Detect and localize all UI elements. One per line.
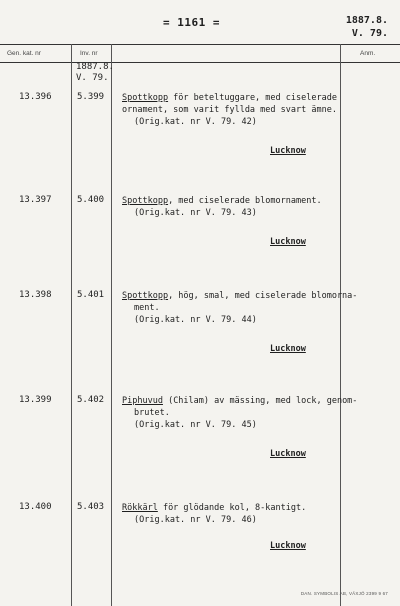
corner-reference — [346, 14, 388, 40]
description-line3: (Orig.kat. nr V. 79. 45) — [134, 420, 257, 430]
description-line2: (Orig.kat. nr V. 79. 43) — [134, 208, 257, 218]
object-term: Piphuvud — [122, 396, 163, 406]
corner-ref-line2: V. 79. — [351, 28, 388, 39]
gen-kat-number: 13.398 — [19, 290, 52, 300]
description-line1: för glödande kol, 8-kantigt. — [157, 503, 307, 513]
column-divider-2 — [111, 44, 112, 606]
description-line1: , hög, smal, med ciselerade blomorna- — [168, 291, 358, 301]
inv-number: 5.402 — [77, 395, 105, 405]
place-of-origin: Lucknow — [270, 237, 306, 247]
collection-note-line1: 1887.8. — [76, 62, 114, 72]
object-term: Spottkopp — [122, 93, 169, 103]
gen-kat-number: 13.396 — [19, 92, 52, 102]
column-divider-3 — [340, 44, 341, 606]
entry-description — [122, 195, 336, 219]
gen-kat-number: 13.399 — [19, 395, 52, 405]
page-number: = 1161 = — [163, 16, 220, 29]
description-line2: (Orig.kat. nr V. 79. 46) — [134, 515, 257, 525]
description-line3: (Orig.kat. nr V. 79. 44) — [134, 315, 257, 325]
description-line2: brutet. — [134, 408, 170, 418]
place-of-origin: Lucknow — [270, 146, 306, 156]
description-line2: ornament, som varit fyllda med svart ämne. — [122, 105, 337, 115]
entry-description — [122, 502, 336, 526]
inv-number: 5.400 — [77, 195, 105, 205]
collection-note-line2: V. 79. — [76, 73, 109, 83]
object-term: Spottkopp — [122, 196, 169, 206]
gen-kat-number: 13.400 — [19, 502, 52, 512]
description-line3: (Orig.kat. nr V. 79. 42) — [134, 117, 257, 127]
entry-description — [122, 395, 358, 431]
description-line1: för beteltuggare, med ciselerade — [168, 93, 337, 103]
place-of-origin: Lucknow — [270, 344, 306, 354]
inv-number: 5.403 — [77, 502, 105, 512]
place-of-origin: Lucknow — [270, 449, 306, 459]
description-line1: (Chilam) av mässing, med lock, genom- — [162, 396, 358, 406]
corner-ref-line1: 1887.8. — [345, 15, 388, 26]
entry-description — [122, 290, 358, 326]
gen-kat-number: 13.397 — [19, 195, 52, 205]
description-line1: , med ciselerade blomornament. — [168, 196, 322, 206]
object-term: Spottkopp — [122, 291, 169, 301]
collection-note — [76, 62, 114, 84]
description-line2: ment. — [134, 303, 160, 313]
column-divider-1 — [71, 44, 72, 606]
object-term: Rökkärl — [122, 503, 158, 513]
inv-number: 5.399 — [77, 92, 105, 102]
place-of-origin: Lucknow — [270, 541, 306, 551]
entry-description — [122, 92, 336, 128]
header-inv: Inv. nr — [80, 50, 98, 57]
header-anm: Anm. — [360, 50, 376, 57]
printer-stamp: DAN. SYMBOLIS AB, VÄXJÖ 2399 9 67 — [300, 591, 388, 596]
inv-number: 5.401 — [77, 290, 105, 300]
header-gen-kat: Gen. kat. nr — [7, 50, 41, 57]
